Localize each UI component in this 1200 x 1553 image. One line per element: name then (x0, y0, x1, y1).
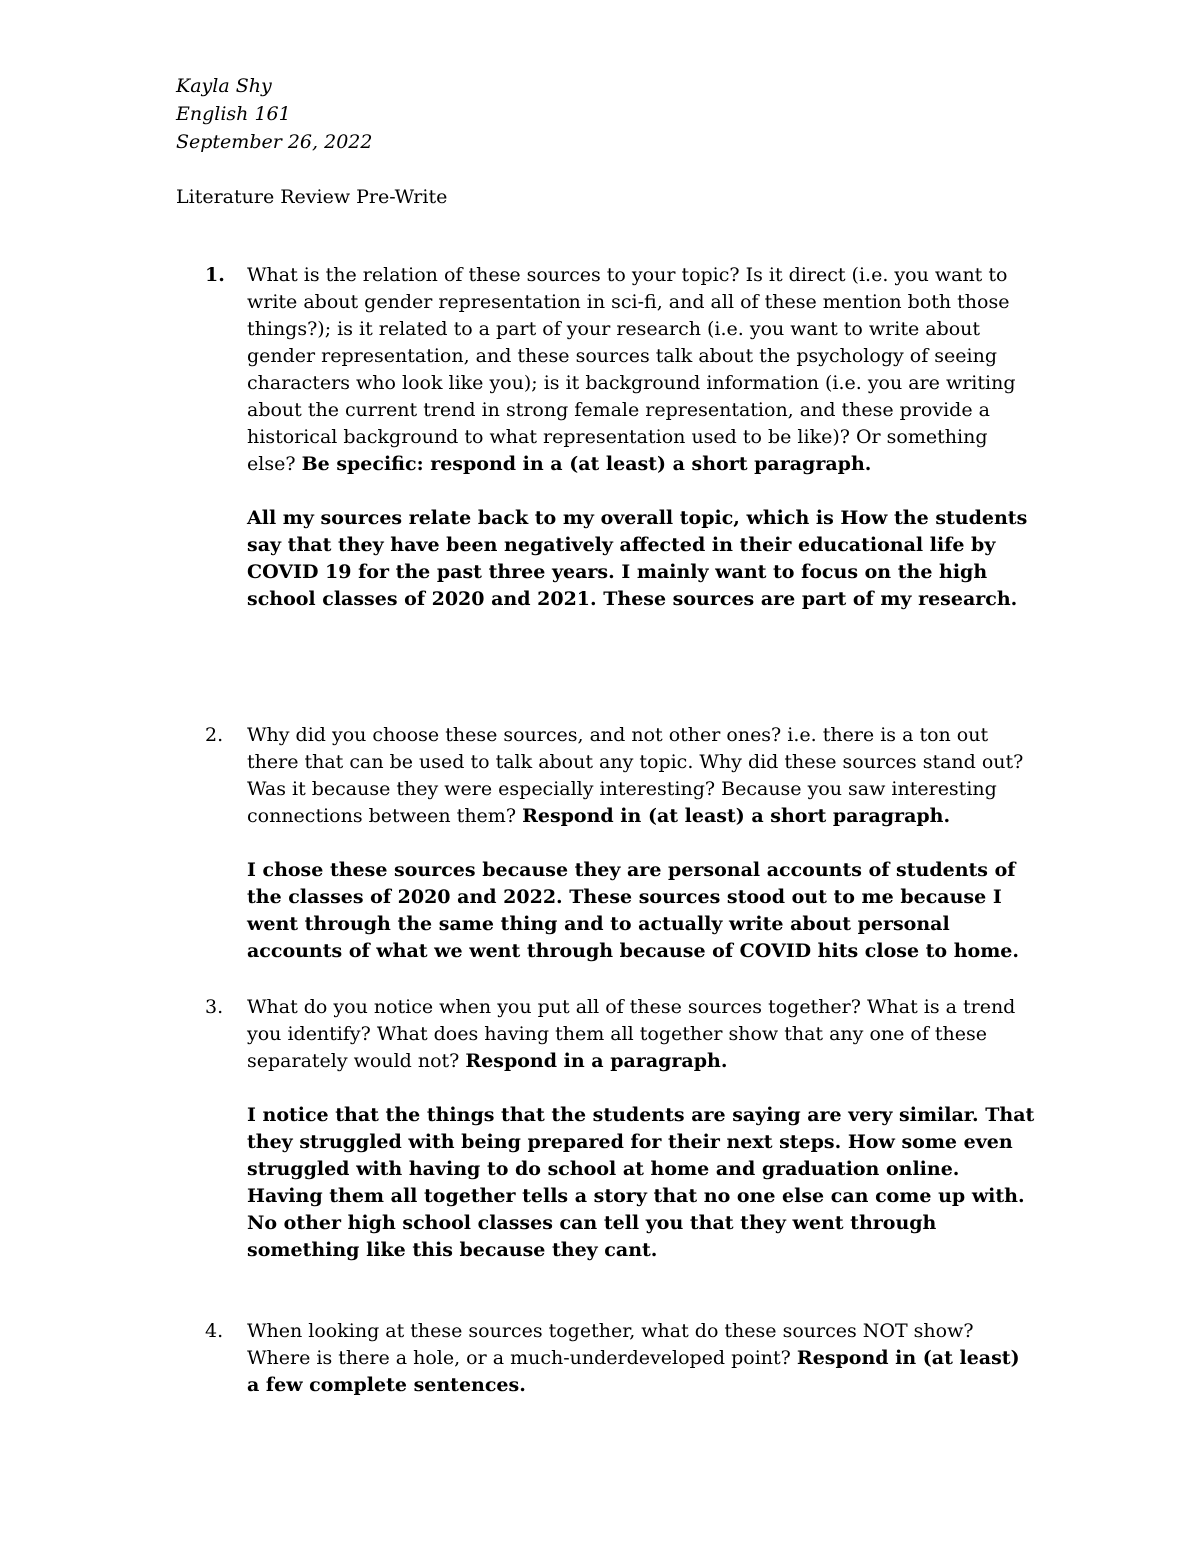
question-text (247, 994, 1037, 1075)
question-prompt: What is the relation of these sources to your topic? Is it direct (i.e. you want to write about gender representation in sci-fi, and all of these mention both those things?); is it related to a part of your research (i.e. you want to write about gender representation, and these sources talk about the psychology of seeing characters who look like you); is it background information (i.e. you are writing about the current trend in strong female representation, and these provide a historical background to what representation used to be like)? Or something else? (247, 264, 1016, 475)
answer-text: I notice that the things that the students are saying are very similar. That they struggled with being prepared for their next steps. How some even struggled with having to do school at home and graduation online. Having them all together tells a story that no one else can come up with. No other high school classes can tell you that they went through something like this because they cant. (247, 1104, 1035, 1261)
question-instruction: Be specific: respond in a (at least) a short paragraph. (301, 453, 872, 475)
question-instruction: Respond in a paragraph. (465, 1050, 728, 1072)
question-prompt: Why did you choose these sources, and not other ones? i.e. there is a ton out there that can be used to talk about any topic. Why did these sources stand out? Was it because they were especially interesting? Because you saw interesting connections between them? (247, 724, 1024, 827)
question-instruction: Respond in (at least) a few complete sentences. (247, 1347, 1020, 1396)
question-instruction: Respond in (at least) a short paragraph. (522, 805, 951, 827)
item-number: 2. (205, 724, 224, 746)
question-text (247, 1318, 1037, 1399)
question-text (247, 262, 1037, 478)
question-prompt: When looking at these sources together, what do these sources NOT show? Where is there a hole, or a much-underdeveloped point? (247, 1320, 974, 1369)
course-name: English 161 (176, 103, 291, 125)
question-item-3 (205, 994, 1035, 1264)
item-number: 3. (205, 996, 224, 1018)
answer-text: I chose these sources because they are personal accounts of students of the classes of 2020 and 2022. These sources stood out to me because I went through the same thing and to actually write about personal accounts of what we went through because of COVID hits close to home. (247, 859, 1020, 962)
author-name: Kayla Shy (176, 75, 272, 97)
answer-text: All my sources relate back to my overall topic, which is How the students say that they have been negatively affected in their educational life by COVID 19 for the past three years. I mainly want to focus on the high school classes of 2020 and 2021. These sources are part of my research. (247, 507, 1028, 610)
document-header (176, 72, 372, 156)
document-title: Literature Review Pre-Write (176, 186, 448, 208)
document-date: September 26, 2022 (176, 131, 373, 153)
question-text (247, 722, 1037, 830)
item-number: 4. (205, 1320, 224, 1342)
question-prompt: What do you notice when you put all of these sources together? What is a trend you identify? What does having them all together show that any one of these separately would not? (247, 996, 1016, 1072)
question-item-2 (205, 722, 1035, 965)
question-item-1 (205, 262, 1035, 613)
question-item-4 (205, 1318, 1035, 1399)
item-number: 1. (205, 264, 225, 286)
